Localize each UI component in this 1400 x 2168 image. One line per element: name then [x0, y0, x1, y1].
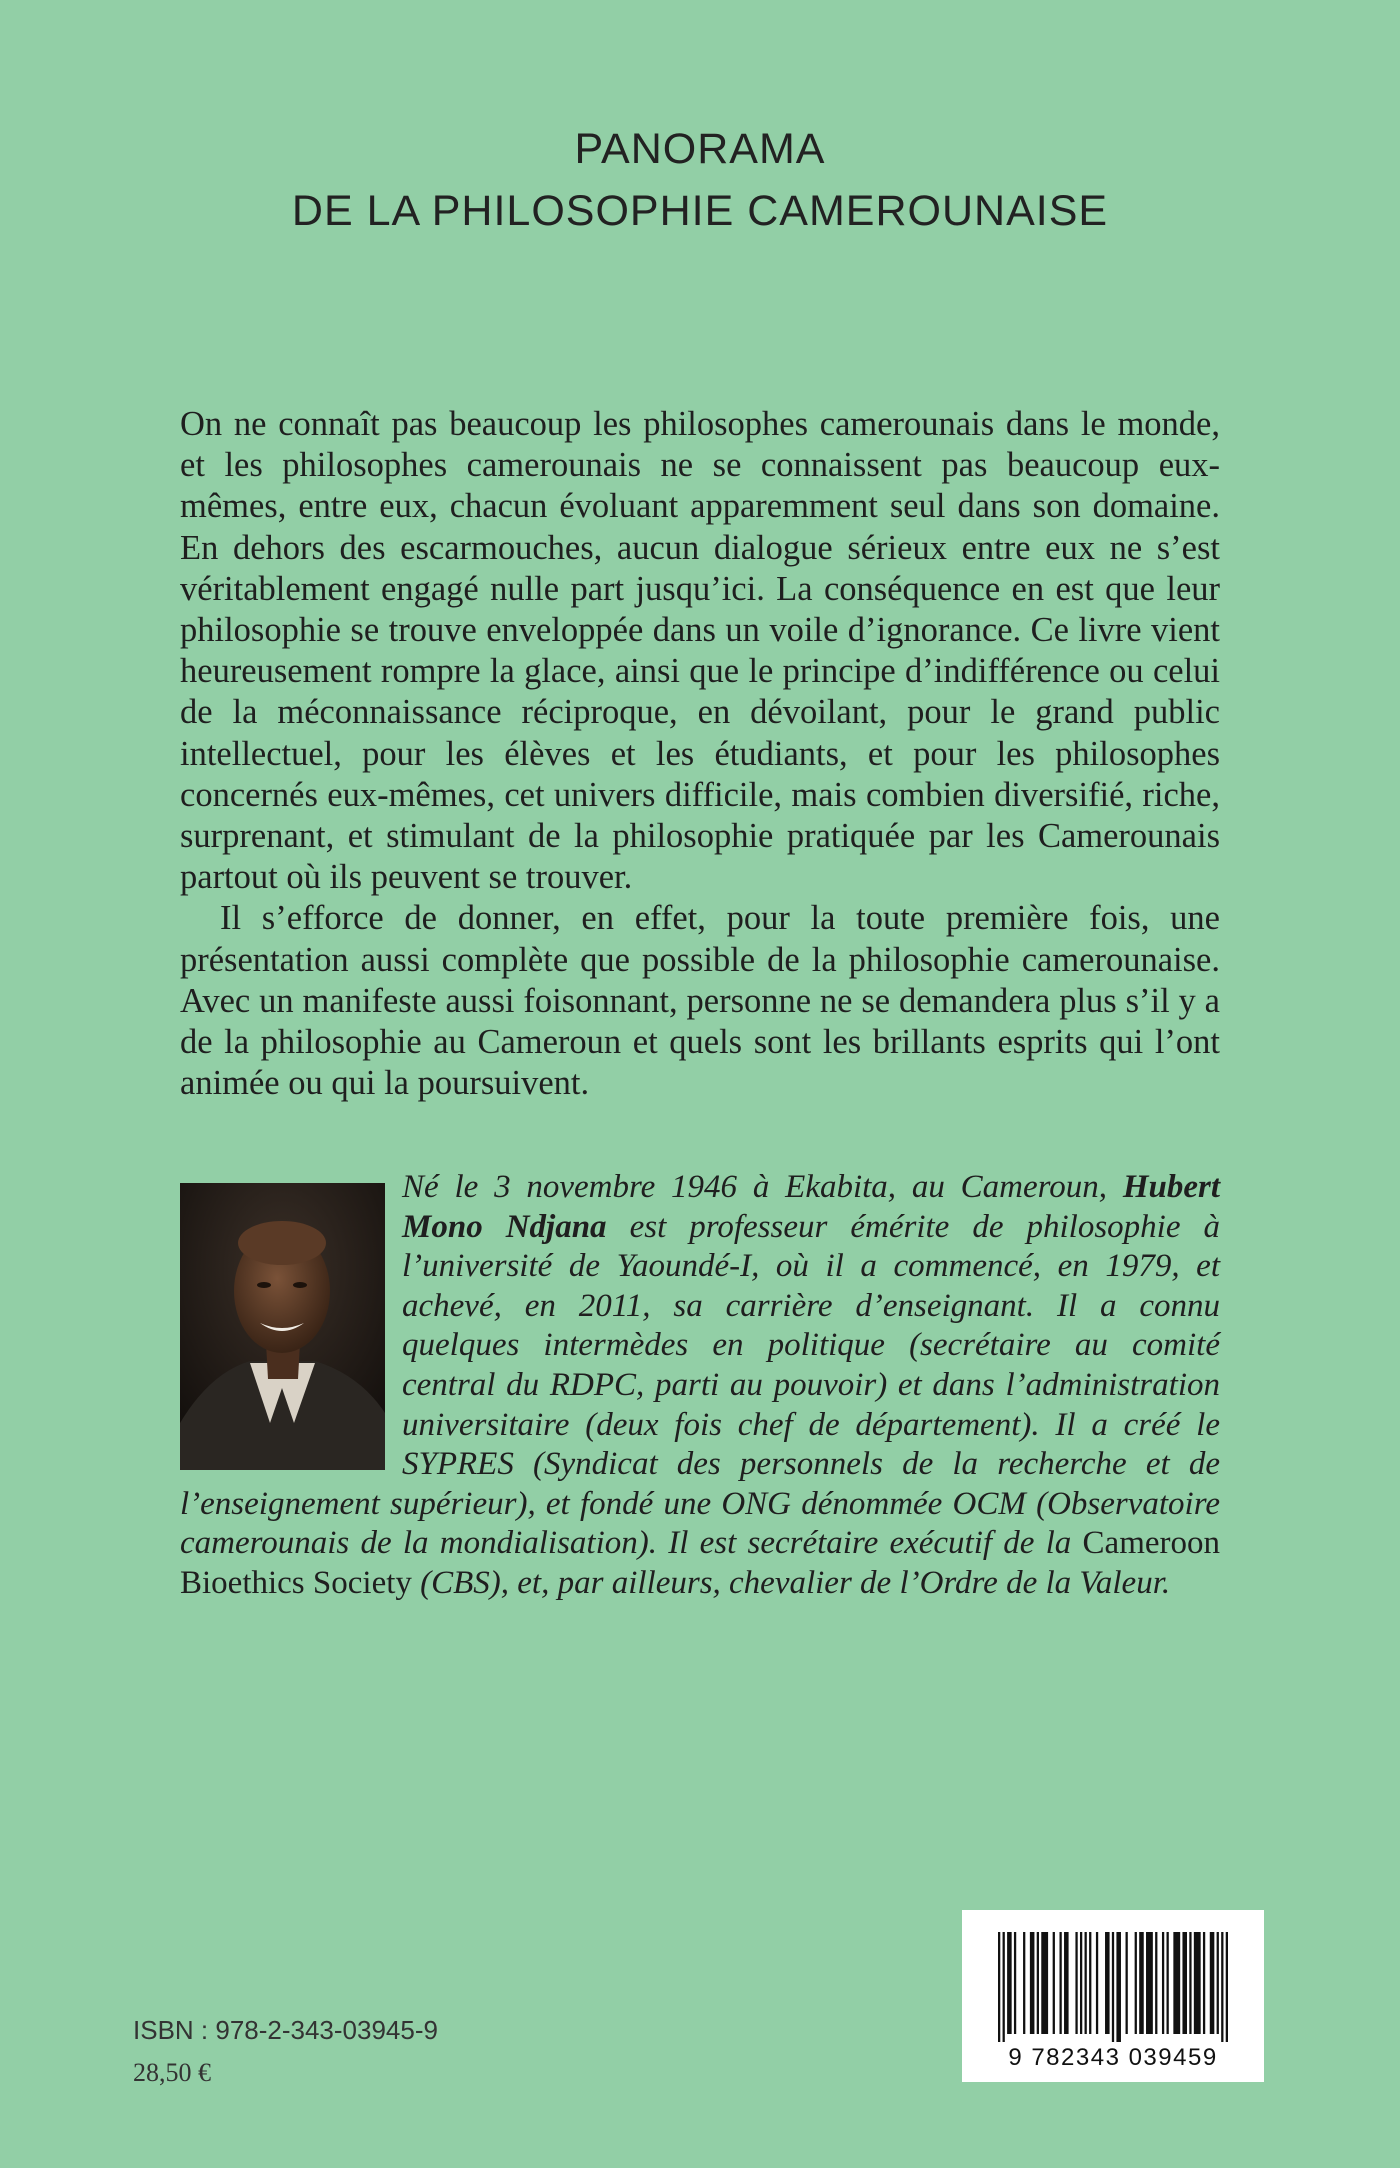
bio-text-1: est professeur émérite de philosophie à l’université de Yaoundé-I, où il a commencé, en 1979, et achevé, en 2011, sa carrière d’enseignant. Il a connu quelques intermèdes en politique (secrétaire au comité central du RDPC, parti au pouvoir) et dans l’administration universitaire (deux fois chef de département). Il a créé le SYPRES (Syndicat des personnels de la recherche et de l’enseignement supérieur), et fondé une ONG dénommée OCM (Observatoire camerounais de la mondialisation). Il est secrétaire exécutif de la	[180, 1208, 1220, 1562]
barcode-bar	[1126, 1932, 1128, 2034]
barcode-bar	[1037, 1932, 1039, 2034]
barcode-bar	[1162, 1932, 1164, 2034]
author-name: Hubert Mono Ndjana	[402, 1169, 1220, 1245]
barcode-bar	[1014, 1932, 1016, 2034]
barcode-bar	[1155, 1932, 1157, 2034]
barcode-bar	[1146, 1932, 1153, 2034]
isbn: ISBN : 978-2-343-03945-9	[133, 2015, 438, 2045]
blurb-paragraph-2: Il s’efforce de donner, en effet, pour la toute première fois, une présentation aussi complète que possible de la philosophie camerounaise. Avec un manifeste aussi foisonnant, personne ne se demandera plus s’il y a de la philosophie au Cameroun et quels sont les brillants esprits qui l’ont animée ou qui la poursuivent.	[180, 899, 1220, 1103]
barcode-digits: 9 782343 039459	[1008, 2044, 1218, 2071]
barcode-bar	[1135, 1932, 1137, 2034]
barcode-bar	[1080, 1932, 1082, 2034]
blurb	[180, 404, 1220, 1104]
barcode-bar	[1007, 1932, 1012, 2034]
barcode-bar	[1112, 1932, 1114, 2042]
barcode-bar	[1173, 1932, 1180, 2034]
bio-text-2: (CBS), et, par ailleurs, chevalier de l’Ordre de la Valeur.	[411, 1564, 1171, 1601]
barcode-bar	[1221, 1932, 1223, 2042]
barcode-bar	[1105, 1932, 1110, 2034]
barcode-bar	[1089, 1932, 1091, 2034]
barcode-bar	[1085, 1932, 1087, 2034]
price: 28,50 €	[133, 2058, 211, 2087]
barcode-bar	[1030, 1932, 1035, 2034]
barcode-bar	[1182, 1932, 1187, 2034]
blurb-paragraph-1: On ne connaît pas beaucoup les philosophes camerounais dans le monde, et les philosophes camerounais ne se connaissent pas beaucoup eux-mêmes, entre eux, chacun évoluant apparemment seul dans son domaine. En dehors des escarmouches, aucun dialogue sérieux entre eux ne s’est véritablement engagé nulle part jusqu’ici. La conséquence en est que leur philosophie se trouve enveloppée dans un voile d’ignorance. Ce livre vient heureusement rompre la glace, ainsi que le principe d’indifférence ou celui de la méconnaissance réciproque, en dévoilant, pour le grand public intellectuel, pour les élèves et les étudiants, et pour les philosophes concernés eux-mêmes, cet univers difficile, mais combien diversifié, riche, surprenant, et stimulant de la philosophie pratiquée par les Camerounais partout où ils peuvent se trouver.	[180, 405, 1220, 897]
barcode-bar	[1210, 1932, 1215, 2034]
barcode-bar	[1041, 1932, 1048, 2034]
barcode-bar	[1139, 1932, 1144, 2034]
barcode-bar	[1053, 1932, 1055, 2034]
barcode-bar	[1116, 1932, 1121, 2042]
barcode-bar	[998, 1932, 1000, 2042]
barcode-bar	[1167, 1932, 1169, 2034]
barcode-bar	[1059, 1932, 1061, 2034]
title-line-1: PANORAMA	[574, 125, 826, 173]
bio-intro: Né le 3 novembre 1946 à Ekabita, au Cameroun,	[402, 1169, 1123, 1205]
society-name: Cameroon Bioethics Society	[180, 1525, 1220, 1601]
barcode-bar	[1189, 1932, 1191, 2034]
barcode	[962, 1910, 1264, 2082]
barcode-bar	[1217, 1932, 1219, 2034]
book-title	[0, 118, 1400, 242]
barcode-bars	[998, 1932, 1228, 2042]
title-line-2: DE LA PHILOSOPHIE CAMEROUNAISE	[291, 187, 1109, 235]
barcode-bar	[1023, 1932, 1025, 2034]
barcode-bar	[1075, 1932, 1077, 2034]
barcode-bar	[1064, 1932, 1069, 2034]
author-bio	[180, 1168, 1220, 1604]
barcode-bar	[1003, 1932, 1005, 2042]
barcode-bar	[1194, 1932, 1201, 2034]
barcode-bar	[1203, 1932, 1205, 2034]
barcode-bar	[1096, 1932, 1098, 2034]
barcode-bar	[1226, 1932, 1228, 2042]
